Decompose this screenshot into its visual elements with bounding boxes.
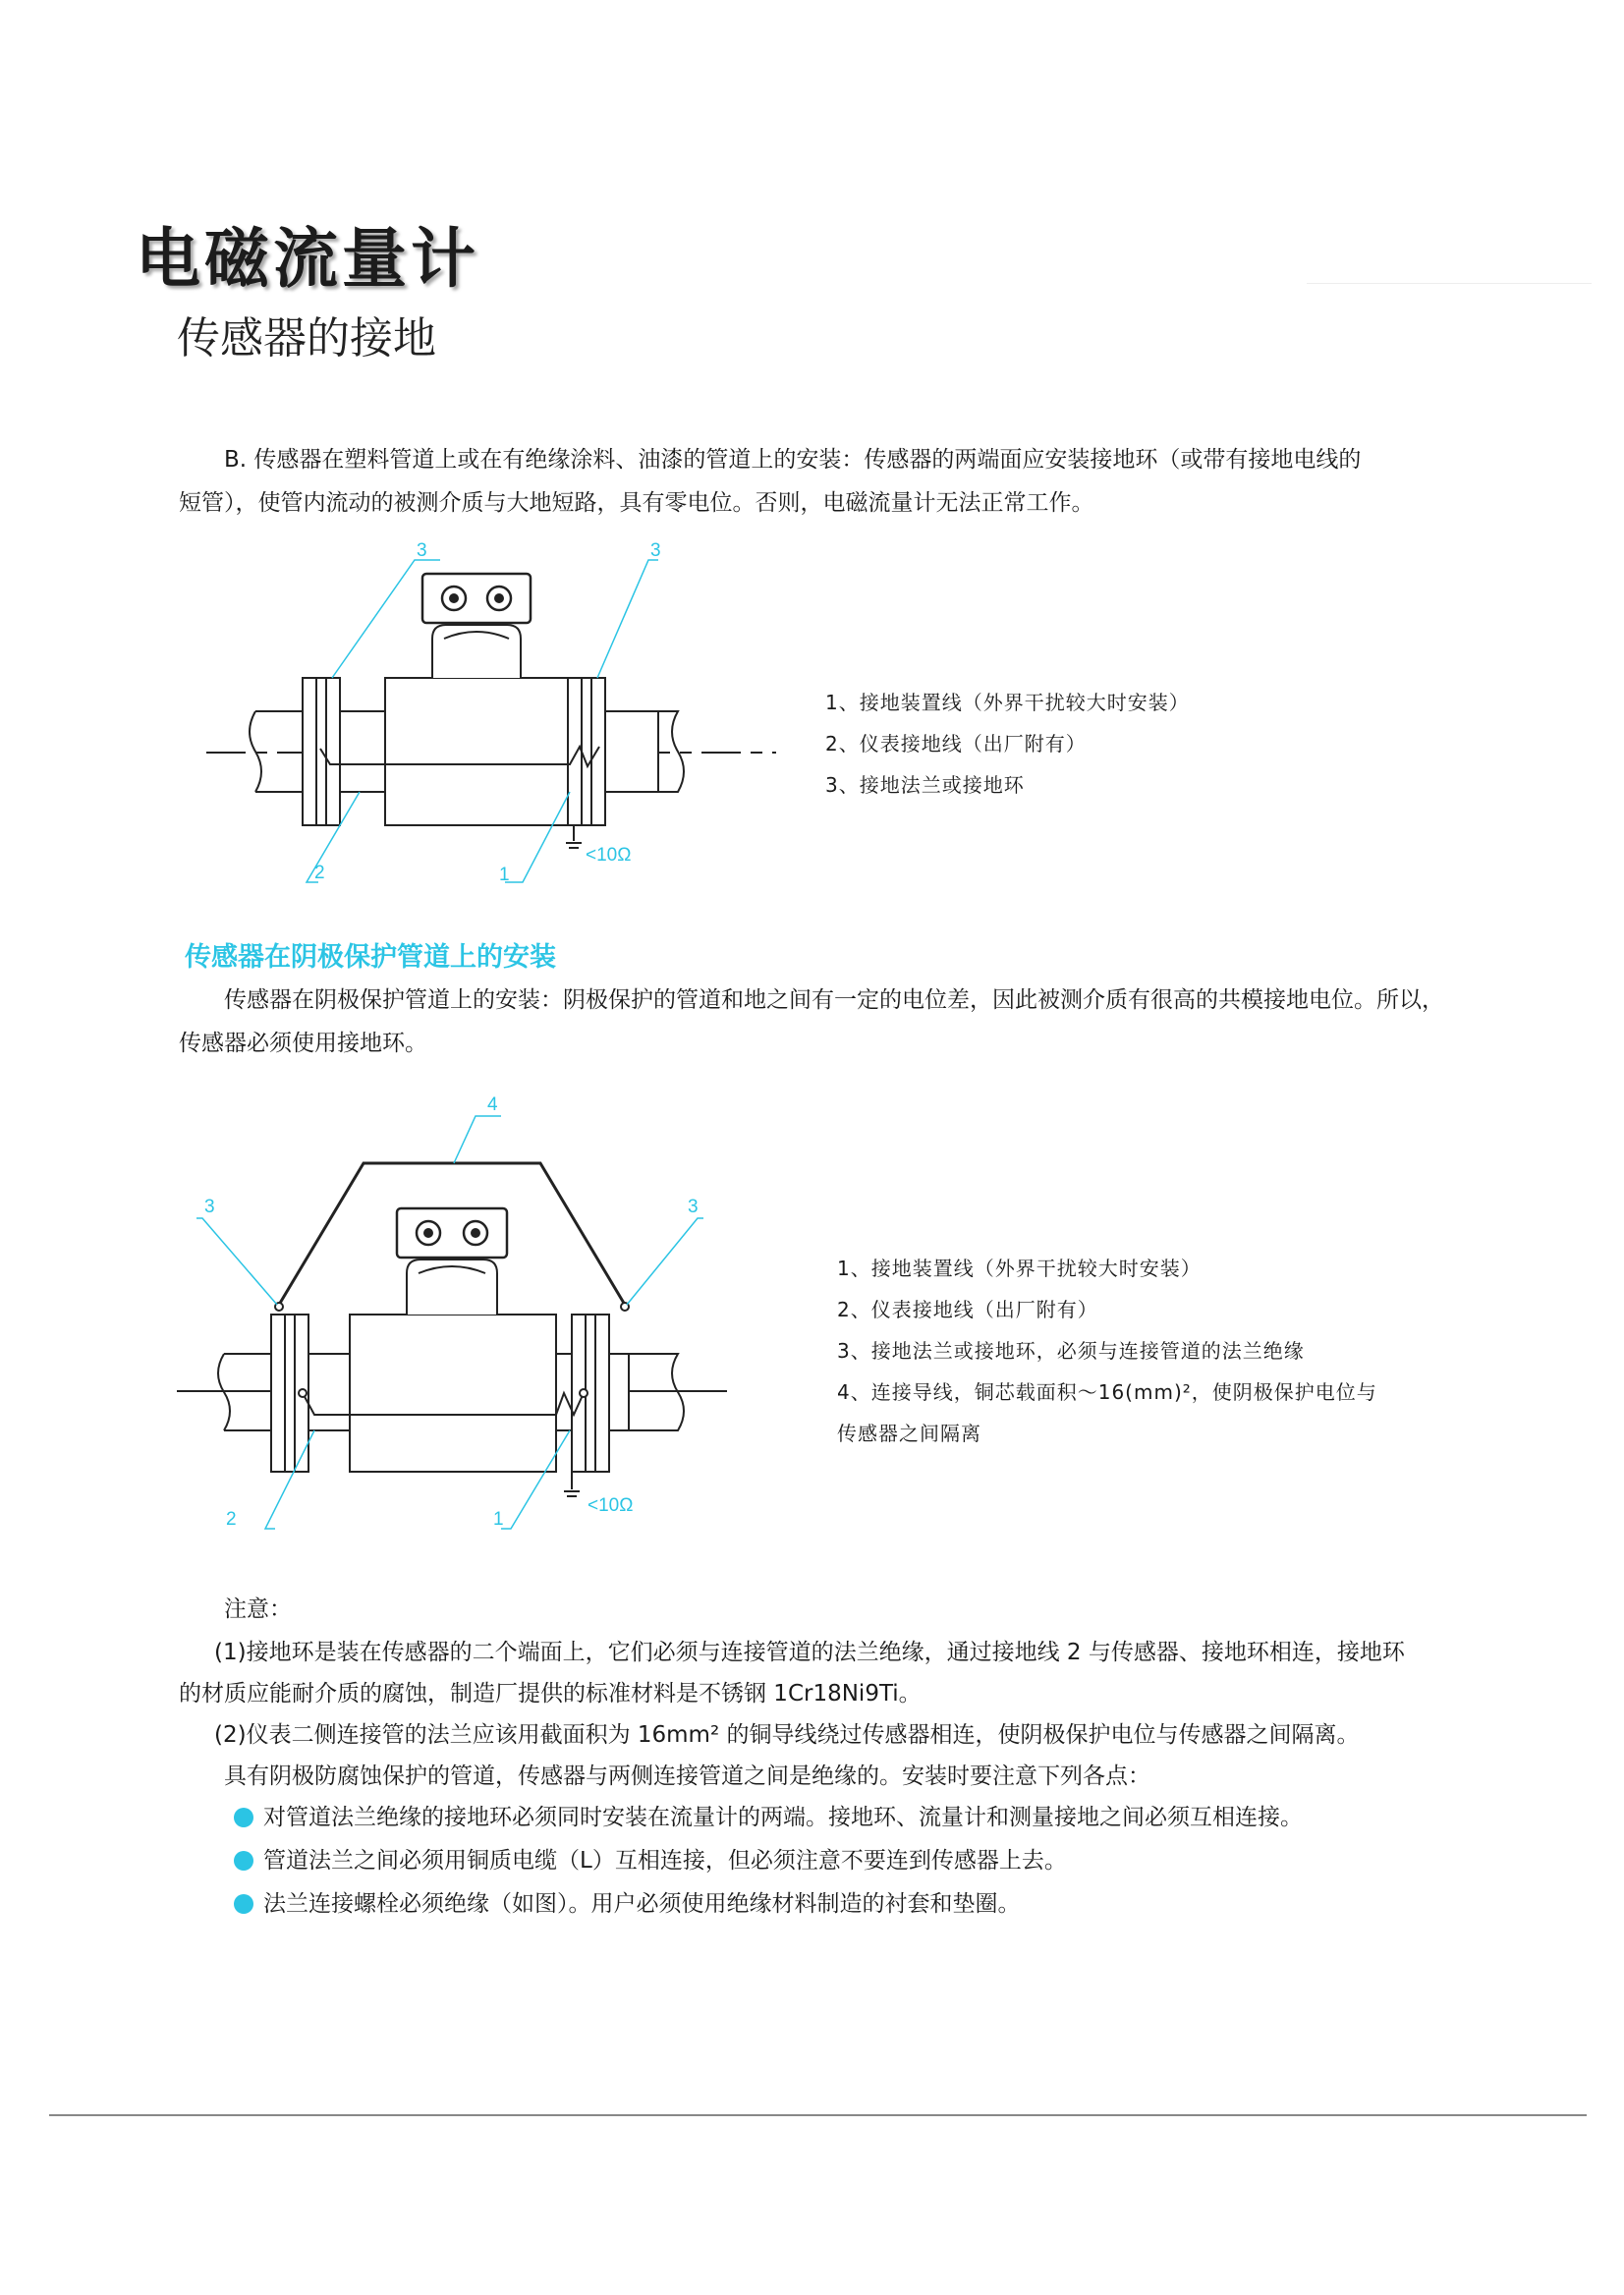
diagram-2-callout-3-left: 3 <box>204 1197 215 1217</box>
note-2: (2)仪表二侧连接管的法兰应该用截面积为 16mm² 的铜导线绕过传感器相连，使阴极保护电位与传感器之间隔离。 <box>214 1722 1360 1748</box>
legend-item: 2、仪表接地线（出厂附有） <box>837 1298 1098 1321</box>
bullet-text: 对管道法兰绝缘的接地环必须同时安装在流量计的两端。接地环、流量计和测量接地之间必须互相连接。 <box>263 1805 1303 1830</box>
diagram-2-legend <box>837 1248 1377 1454</box>
header-divider <box>1307 283 1592 284</box>
diagram-1-callout-2: 2 <box>314 863 325 883</box>
diagram-2-resistance: <10Ω <box>588 1495 634 1516</box>
diagram-1-grounding-rings <box>196 531 806 894</box>
legend-item: 3、接地法兰或接地环，必须与连接管道的法兰绝缘 <box>837 1339 1305 1363</box>
cathodic-line-1: 传感器在阴极保护管道上的安装：阴极保护的管道和地之间有一定的电位差，因此被测介质有很高的共模接地电位。所以， <box>224 987 1444 1013</box>
footer-divider <box>49 2114 1587 2116</box>
diagram-2-callout-1: 1 <box>493 1509 504 1530</box>
legend-item: 2、仪表接地线（出厂附有） <box>825 732 1087 756</box>
bullet-dot-icon <box>234 1808 253 1827</box>
bullet-text: 法兰连接螺栓必须绝缘（如图）。用户必须使用绝缘材料制造的衬套和垫圈。 <box>263 1891 1021 1917</box>
page-subtitle: 传感器的接地 <box>177 313 436 364</box>
diagram-1-legend <box>825 682 1190 806</box>
list-item <box>234 1882 1303 1926</box>
notes-heading: 注意： <box>224 1596 292 1622</box>
bullet-dot-icon <box>234 1894 253 1914</box>
list-item <box>234 1839 1303 1882</box>
bullet-text: 管道法兰之间必须用铜质电缆（L）互相连接，但必须注意不要连到传感器上去。 <box>263 1848 1067 1874</box>
diagram-1-resistance: <10Ω <box>586 845 632 866</box>
list-item <box>234 1796 1303 1839</box>
page-title: 电磁流量计 <box>136 221 479 297</box>
legend-item: 1、接地装置线（外界干扰较大时安装） <box>837 1257 1202 1280</box>
note-3: 具有阴极防腐蚀保护的管道，传感器与两侧连接管道之间是绝缘的。安装时要注意下列各点： <box>224 1763 1150 1789</box>
bullet-dot-icon <box>234 1851 253 1871</box>
diagram-1-callout-3-right: 3 <box>650 540 661 561</box>
diagram-1-callout-1: 1 <box>499 865 510 885</box>
legend-item: 1、接地装置线（外界干扰较大时安装） <box>825 691 1190 714</box>
diagram-2-cathodic-protection <box>177 1087 747 1548</box>
legend-item: 4、连接导线，铜芯载面积～16(mm)²，使阴极保护电位与 <box>837 1380 1377 1404</box>
notes-bullet-list <box>234 1796 1303 1926</box>
diagram-2-callout-2: 2 <box>226 1509 237 1530</box>
note-1-line-1: (1)接地环是装在传感器的二个端面上，它们必须与连接管道的法兰绝缘，通过接地线 2 与传感器、接地环相连，接地环 <box>214 1640 1405 1665</box>
diagram-1-callout-3-left: 3 <box>417 540 427 561</box>
section-b-line-2: 短管），使管内流动的被测介质与大地短路，具有零电位。否则，电磁流量计无法正常工作。 <box>179 490 1094 516</box>
cathodic-line-2: 传感器必须使用接地环。 <box>179 1031 427 1056</box>
legend-item: 传感器之间隔离 <box>837 1422 981 1445</box>
diagram-2-callout-3-right: 3 <box>688 1197 699 1217</box>
section-b-line-1: B. 传感器在塑料管道上或在有绝缘涂料、油漆的管道上的安装：传感器的两端面应安装接地环（或带有接地电线的 <box>224 447 1362 473</box>
section-heading-cathodic: 传感器在阴极保护管道上的安装 <box>185 942 556 973</box>
legend-item: 3、接地法兰或接地环 <box>825 773 1025 797</box>
note-1-line-2: 的材质应能耐介质的腐蚀，制造厂提供的标准材料是不锈钢 1Cr18Ni9Ti。 <box>179 1681 922 1707</box>
diagram-2-callout-4: 4 <box>487 1094 498 1115</box>
